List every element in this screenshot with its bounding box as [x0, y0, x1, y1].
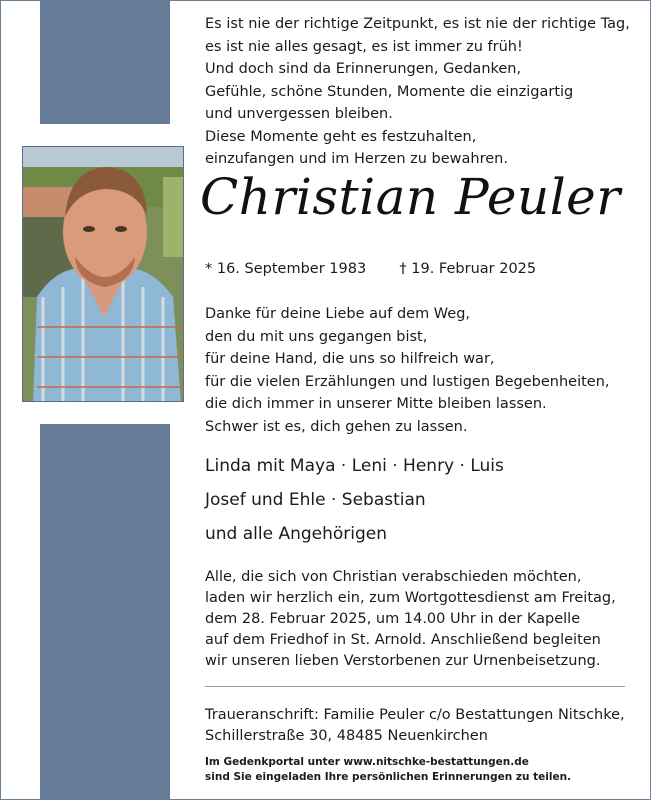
- thanks-line: die dich immer in unserer Mitte bleiben lassen.: [205, 396, 547, 412]
- poem-line: Es ist nie der richtige Zeitpunkt, es ist nie der richtige Tag,: [205, 16, 630, 32]
- mourners-line: und alle Angehörigen: [205, 524, 388, 544]
- mourners-list: [205, 449, 504, 551]
- thanks-line: für deine Hand, die uns so hilfreich war,: [205, 351, 495, 367]
- poem-line: und unvergessen bleiben.: [205, 106, 393, 122]
- poem-line: einzufangen und im Herzen zu bewahren.: [205, 151, 508, 167]
- invitation-line: wir unseren lieben Verstorbenen zur Urnenbeisetzung.: [205, 653, 601, 669]
- poem-line: Diese Momente geht es festzuhalten,: [205, 128, 477, 145]
- poem-line: Gefühle, schöne Stunden, Momente die einzigartig: [205, 83, 574, 100]
- invitation-line: laden wir herzlich ein, zum Wortgottesdienst am Freitag,: [205, 590, 616, 606]
- death-date: † 19. Februar 2025: [399, 261, 537, 277]
- portal-line: Im Gedenkportal unter www.nitschke-bestattungen.de: [205, 756, 529, 768]
- thanks-line: für die vielen Erzählungen und lustigen Begebenheiten,: [205, 373, 610, 390]
- service-invitation: [205, 567, 616, 672]
- mourners-line: Linda mit Maya · Leni · Henry · Luis: [205, 456, 504, 476]
- poem-line: Und doch sind da Erinnerungen, Gedanken,: [205, 61, 522, 77]
- portal-line: sind Sie eingeladen Ihre persönlichen Erinnerungen zu teilen.: [205, 771, 572, 783]
- portrait-illustration: [23, 147, 184, 402]
- poem-line: es ist nie alles gesagt, es ist immer zu früh!: [205, 38, 523, 55]
- thanks-line: Danke für deine Liebe auf dem Weg,: [205, 306, 471, 322]
- deceased-name: Christian Peuler: [200, 168, 621, 226]
- address-line: Traueranschrift: Familie Peuler c/o Bestattungen Nitschke,: [205, 707, 625, 723]
- invitation-line: Alle, die sich von Christian verabschieden möchten,: [205, 569, 582, 585]
- portrait-photo: [22, 146, 184, 402]
- mourners-line: Josef und Ehle · Sebastian: [205, 490, 426, 510]
- invitation-line: dem 28. Februar 2025, um 14.00 Uhr in der Kapelle: [205, 611, 581, 627]
- mourning-address: [205, 705, 625, 747]
- divider: [205, 686, 625, 687]
- decorative-bar-bottom: [40, 424, 170, 800]
- poem: [205, 13, 630, 171]
- decorative-bar-top: [40, 0, 170, 124]
- memorial-portal-note: [205, 755, 571, 785]
- birth-date: * 16. September 1983: [205, 261, 367, 277]
- invitation-line: auf dem Friedhof in St. Arnold. Anschließend begleiten: [205, 632, 601, 648]
- life-dates: [205, 261, 536, 277]
- thanks-line: den du mit uns gegangen bist,: [205, 328, 428, 345]
- address-line: Schillerstraße 30, 48485 Neuenkirchen: [205, 728, 488, 744]
- thanks-text: [205, 303, 610, 438]
- thanks-line: Schwer ist es, dich gehen zu lassen.: [205, 418, 468, 435]
